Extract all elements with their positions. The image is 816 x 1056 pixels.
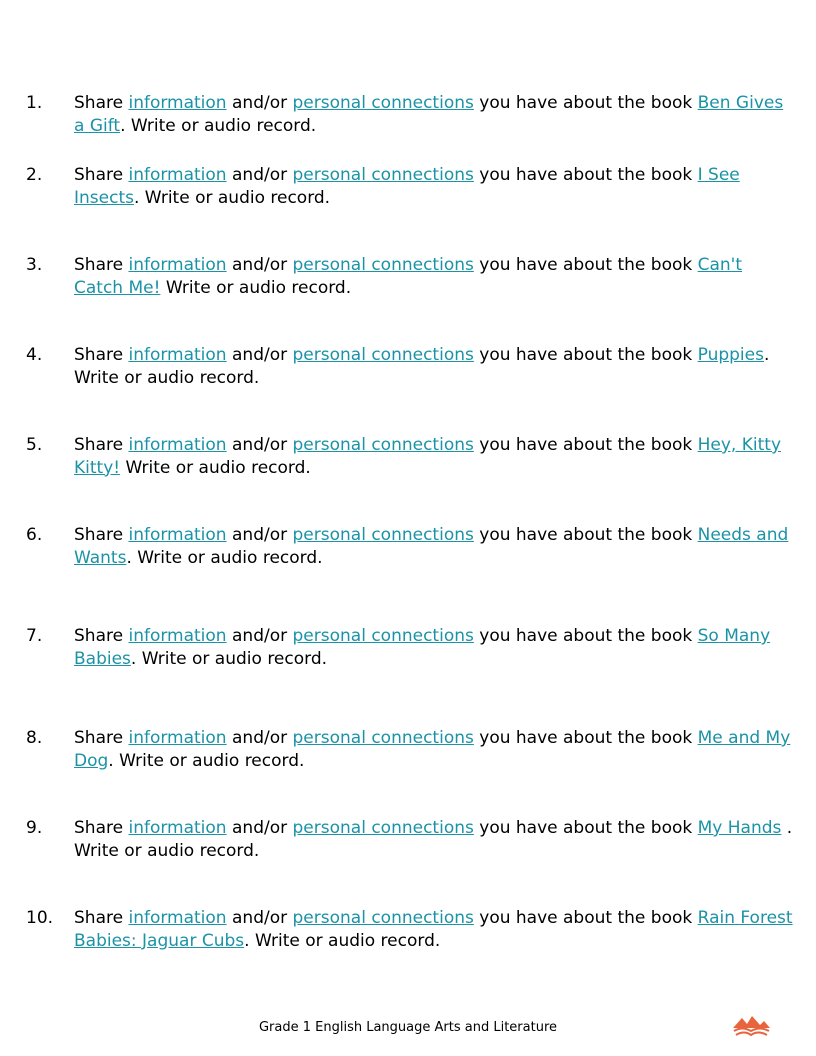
book-link[interactable]: My Hands (697, 818, 782, 838)
personal-connections-link[interactable]: personal connections (292, 255, 474, 275)
item-text: Share information and/or personal connections you have about the book Ben Gives a Gift. Write or audio record. (74, 93, 784, 136)
information-link[interactable]: information (128, 435, 227, 455)
page-footer: Grade 1 English Language Arts and Literature (258, 1020, 558, 1035)
information-link[interactable]: information (128, 345, 227, 365)
information-link[interactable]: information (128, 93, 227, 113)
personal-connections-link[interactable]: personal connections (292, 818, 474, 838)
item-text: Share information and/or personal connections you have about the book Puppies. Write or audio record. (74, 345, 770, 388)
item-text: Share information and/or personal connections you have about the book Hey, Kitty Kitty! Write or audio record. (74, 435, 781, 478)
information-link[interactable]: information (128, 255, 227, 275)
information-link[interactable]: information (128, 908, 227, 928)
personal-connections-link[interactable]: personal connections (292, 908, 474, 928)
personal-connections-link[interactable]: personal connections (292, 435, 474, 455)
information-link[interactable]: information (128, 165, 227, 185)
item-text: Share information and/or personal connections you have about the book Me and My Dog. Write or audio record. (74, 728, 791, 771)
book-link[interactable]: Needs and Wants (74, 525, 789, 568)
item-number: 10. (26, 908, 54, 928)
book-link[interactable]: Rain Forest Babies: Jaguar Cubs (74, 908, 793, 951)
item-number: 9. (26, 818, 43, 838)
item-number: 8. (26, 728, 43, 748)
item-number: 1. (26, 93, 43, 113)
book-link[interactable]: I See Insects (74, 165, 740, 208)
book-link[interactable]: Ben Gives a Gift (74, 93, 784, 136)
mountain-logo-icon (730, 1012, 772, 1038)
information-link[interactable]: information (128, 818, 227, 838)
book-link[interactable]: Puppies (697, 345, 764, 365)
item-text: Share information and/or personal connections you have about the book I See Insects. Write or audio record. (74, 165, 740, 208)
personal-connections-link[interactable]: personal connections (292, 626, 474, 646)
item-number: 2. (26, 165, 43, 185)
item-text: Share information and/or personal connections you have about the book Needs and Wants. Write or audio record. (74, 525, 789, 568)
item-text: Share information and/or personal connections you have about the book Rain Forest Babies: Jaguar Cubs. Write or audio record. (74, 908, 793, 951)
item-number: 3. (26, 255, 43, 275)
information-link[interactable]: information (128, 728, 227, 748)
information-link[interactable]: information (128, 525, 227, 545)
item-number: 7. (26, 626, 43, 646)
item-number: 4. (26, 345, 43, 365)
book-link[interactable]: Hey, Kitty Kitty! (74, 435, 781, 478)
information-link[interactable]: information (128, 626, 227, 646)
personal-connections-link[interactable]: personal connections (292, 93, 474, 113)
personal-connections-link[interactable]: personal connections (292, 728, 474, 748)
item-text: Share information and/or personal connections you have about the book My Hands . Write or audio record. (74, 818, 793, 861)
book-link[interactable]: So Many Babies (74, 626, 771, 669)
book-link[interactable]: Me and My Dog (74, 728, 791, 771)
personal-connections-link[interactable]: personal connections (292, 525, 474, 545)
item-number: 6. (26, 525, 43, 545)
book-link[interactable]: Can't Catch Me! (74, 255, 743, 298)
item-text: Share information and/or personal connections you have about the book So Many Babies. Write or audio record. (74, 626, 771, 669)
item-text: Share information and/or personal connections you have about the book Can't Catch Me! Write or audio record. (74, 255, 743, 298)
personal-connections-link[interactable]: personal connections (292, 165, 474, 185)
item-number: 5. (26, 435, 43, 455)
personal-connections-link[interactable]: personal connections (292, 345, 474, 365)
